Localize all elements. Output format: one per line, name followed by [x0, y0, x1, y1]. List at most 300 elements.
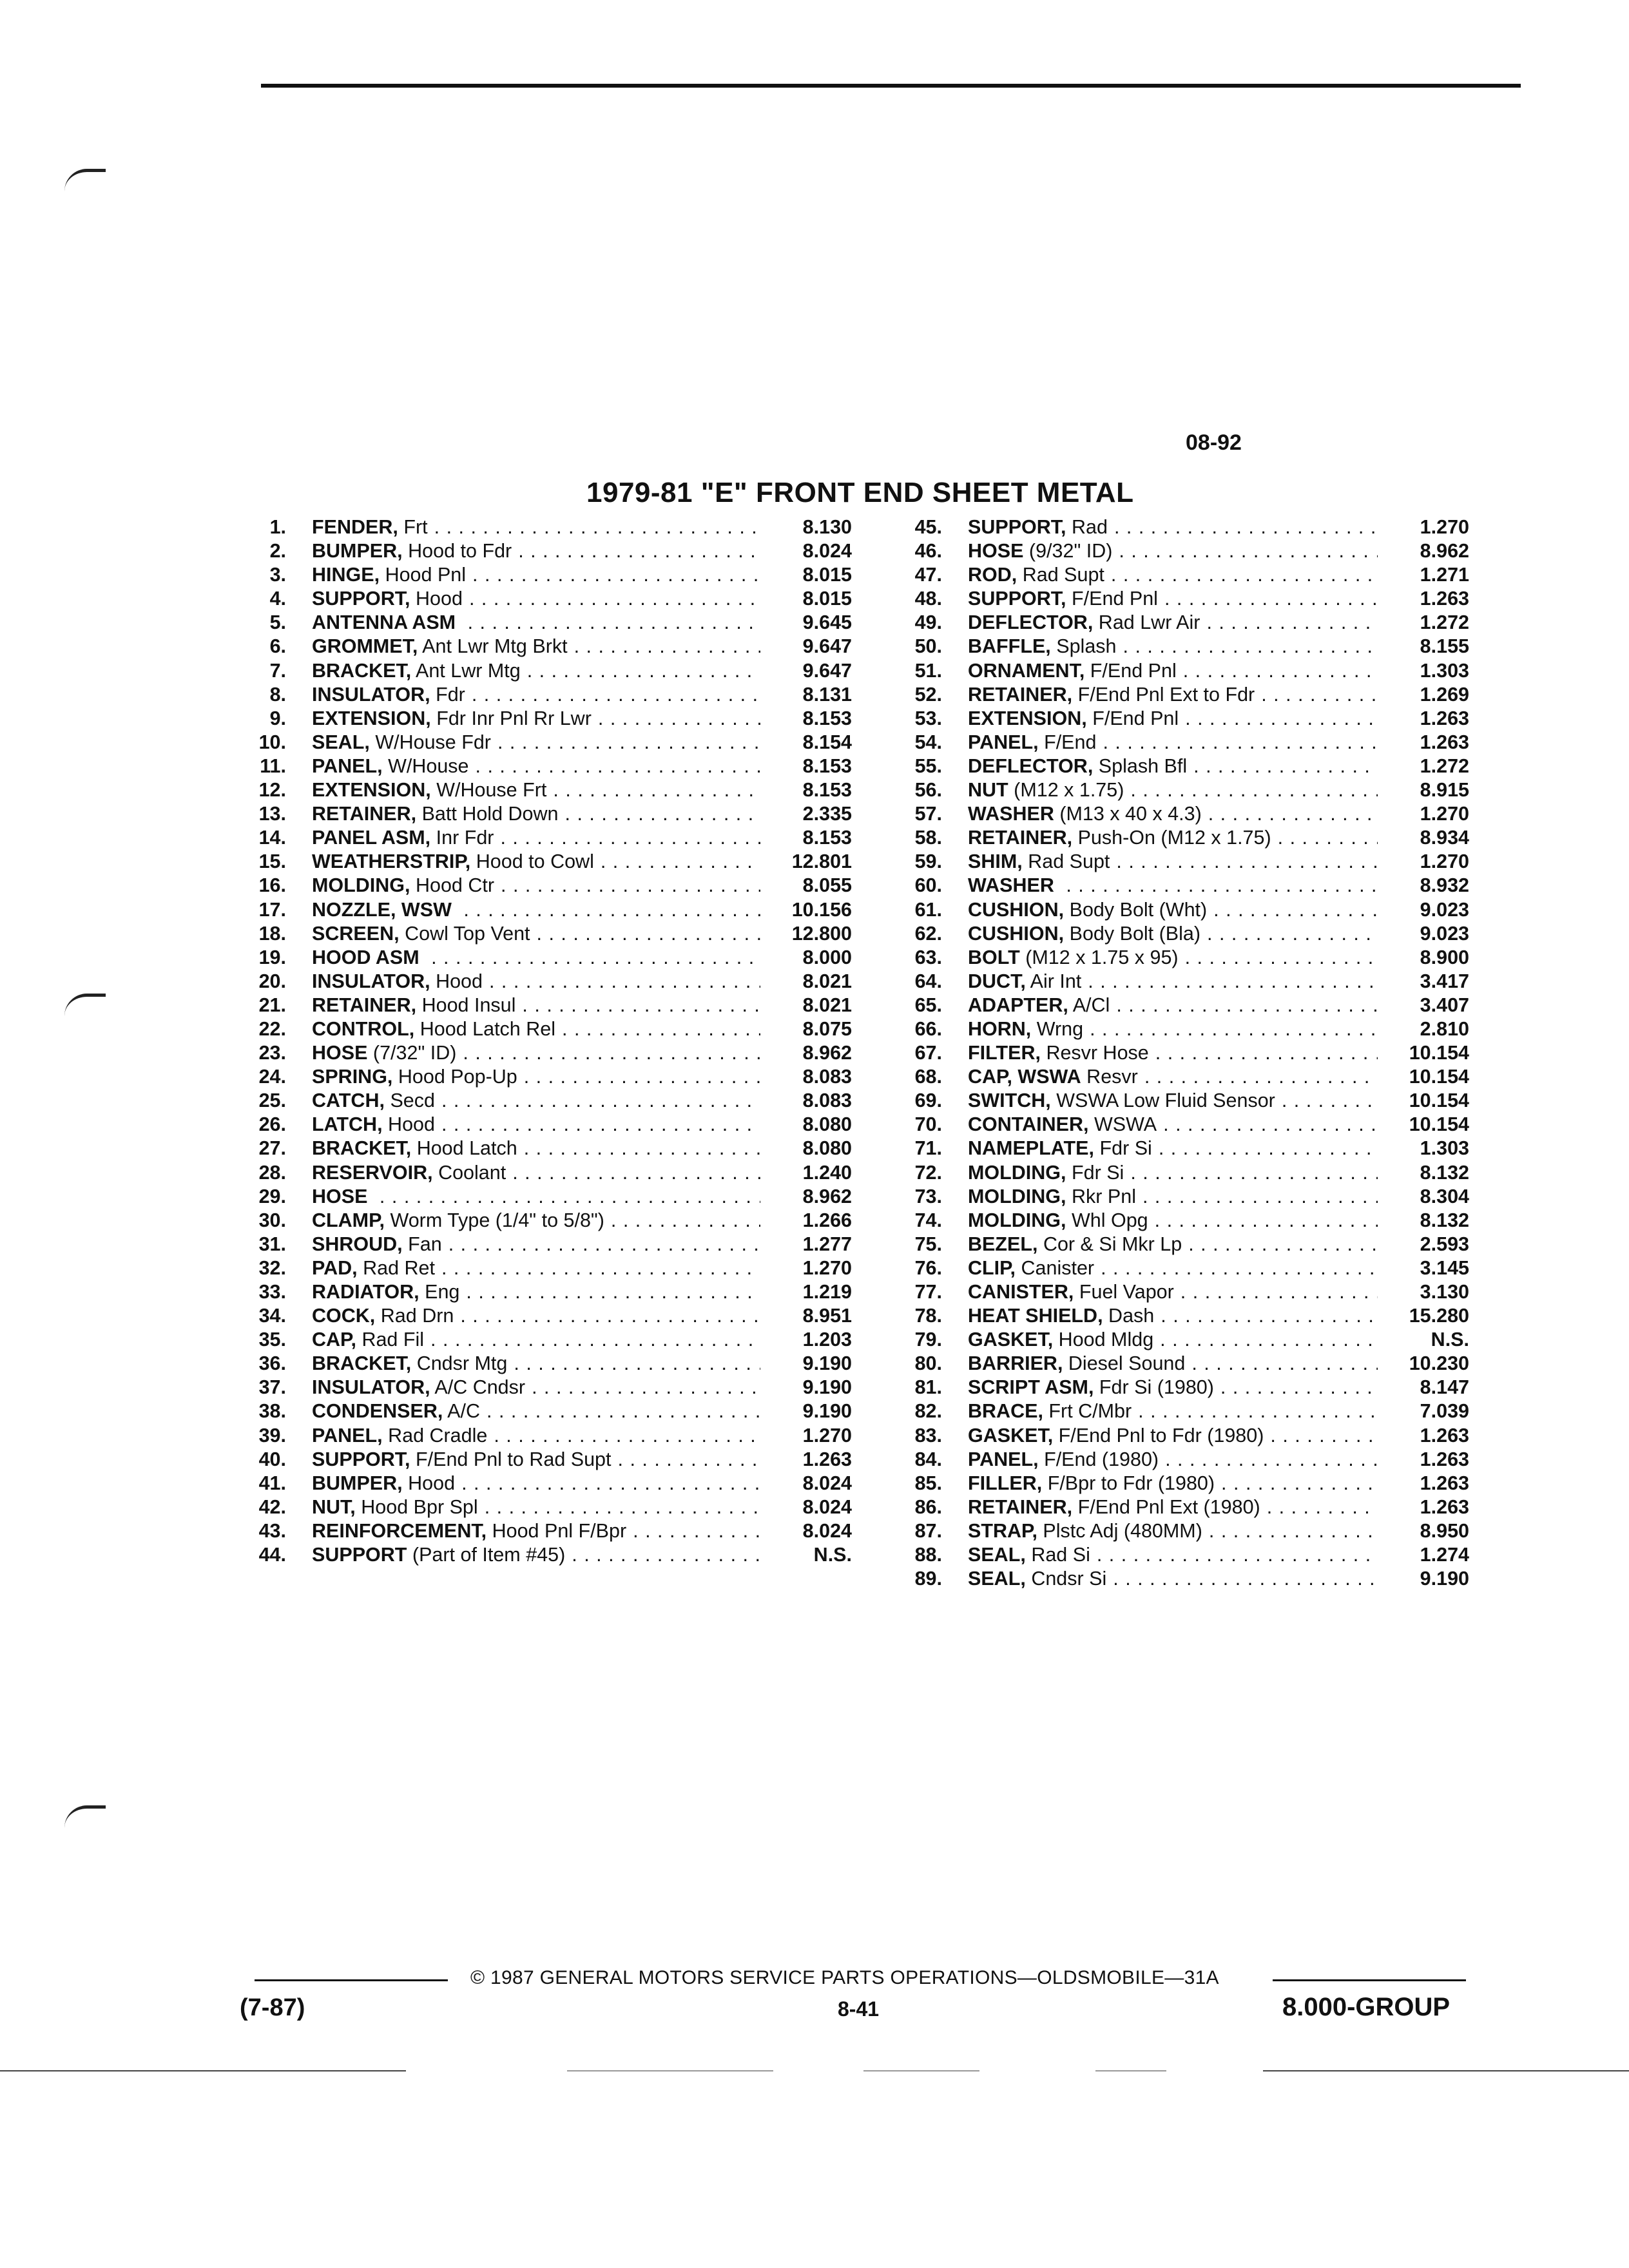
group-code: 1.270	[802, 1424, 852, 1446]
part-detail: Canister	[1021, 1256, 1095, 1279]
part-detail: WSWA	[1094, 1113, 1157, 1136]
part-name: ROD,	[968, 564, 1017, 586]
top-rule	[261, 84, 1521, 88]
part-row	[240, 946, 852, 970]
part-detail: Splash Bfl	[1098, 754, 1188, 777]
part-description	[312, 1448, 760, 1472]
part-number: 4.	[269, 588, 286, 610]
part-name: INSULATOR,	[312, 970, 430, 992]
part-name: ORNAMENT,	[968, 659, 1085, 682]
group-code: 8.153	[802, 754, 852, 777]
part-detail: Ant Lwr Mtg	[416, 659, 521, 682]
part-detail: Resvr Hose	[1046, 1042, 1149, 1064]
part-description	[312, 1137, 760, 1160]
part-detail: Worm Type (1/4" to 5/8")	[390, 1209, 604, 1231]
part-description	[968, 1209, 1378, 1233]
group-code: 1.270	[1420, 803, 1469, 825]
part-description	[312, 970, 760, 994]
part-name: BOLT	[968, 946, 1020, 968]
part-detail: A/Cl	[1072, 994, 1110, 1016]
part-detail: F/End Pnl to Fdr (1980)	[1058, 1424, 1264, 1446]
part-detail: F/End Pnl	[1072, 588, 1158, 610]
part-row	[240, 1472, 852, 1495]
part-detail: Hood Pnl	[385, 564, 467, 586]
group-code: 9.647	[802, 635, 852, 658]
part-number: 27.	[258, 1137, 286, 1160]
part-number: 41.	[258, 1472, 286, 1494]
part-detail: Rad Si	[1031, 1544, 1090, 1566]
part-number: 45.	[914, 516, 942, 538]
part-description	[968, 1567, 1378, 1591]
part-row	[240, 1017, 852, 1041]
part-row	[240, 1280, 852, 1304]
part-name: ANTENNA ASM	[312, 611, 456, 634]
part-description	[968, 731, 1378, 754]
part-name: MOLDING,	[968, 1161, 1066, 1184]
part-description	[968, 611, 1378, 635]
part-name: RETAINER,	[968, 1495, 1073, 1518]
part-detail: Rad Lwr Air	[1098, 611, 1200, 634]
group-code: 8.080	[802, 1113, 852, 1136]
part-number: 15.	[258, 850, 286, 873]
part-name: HEAT SHIELD,	[968, 1305, 1103, 1327]
part-number: 49.	[914, 611, 942, 634]
part-detail: (7/32" ID)	[372, 1042, 457, 1064]
group-code: 1.203	[802, 1329, 852, 1351]
part-row	[240, 683, 852, 707]
part-name: INSULATOR,	[312, 1376, 430, 1399]
part-name: NUT,	[312, 1495, 356, 1518]
part-name: RETAINER,	[968, 683, 1073, 706]
part-detail: Whl Opg	[1071, 1209, 1148, 1231]
part-name: HORN,	[968, 1017, 1032, 1040]
part-name: SEAL,	[968, 1544, 1026, 1566]
group-code: 1.272	[1420, 611, 1469, 634]
part-number: 79.	[914, 1329, 942, 1351]
part-row	[896, 826, 1469, 850]
part-description	[968, 1543, 1378, 1567]
part-detail: Secd	[390, 1090, 435, 1112]
part-detail: Rad	[1072, 516, 1108, 538]
part-number: 86.	[914, 1495, 942, 1518]
part-name: CLAMP,	[312, 1209, 385, 1231]
group-code: 8.915	[1420, 779, 1469, 802]
group-code: 9.190	[802, 1352, 852, 1375]
part-name: DEFLECTOR,	[968, 611, 1094, 634]
part-number: 61.	[914, 898, 942, 921]
part-row	[896, 1519, 1469, 1543]
part-detail: F/End Pnl	[1090, 659, 1177, 682]
part-row	[896, 1161, 1469, 1185]
group-code: 2.593	[1420, 1233, 1469, 1255]
part-row	[240, 1256, 852, 1280]
group-code: 3.130	[1420, 1281, 1469, 1303]
group-code: 9.023	[1420, 922, 1469, 945]
parts-list-right	[896, 515, 1469, 1591]
group-code: 8.024	[802, 1519, 852, 1542]
group-code: 8.962	[1420, 540, 1469, 562]
part-row	[240, 778, 852, 802]
part-number: 87.	[914, 1519, 942, 1542]
part-description	[312, 1399, 760, 1423]
part-number: 39.	[258, 1424, 286, 1446]
part-row	[896, 1280, 1469, 1304]
binder-hole-mark	[64, 1805, 106, 1828]
part-name: RETAINER,	[312, 994, 417, 1016]
part-row	[896, 1495, 1469, 1519]
part-name: HOSE	[312, 1185, 368, 1207]
part-row	[896, 515, 1469, 539]
part-detail: Batt Hold Down	[421, 803, 559, 825]
part-row	[896, 922, 1469, 946]
part-name: BUMPER,	[312, 1472, 403, 1494]
part-detail: Rad Supt	[1022, 564, 1104, 586]
part-row	[240, 802, 852, 826]
part-detail: (M12 x 1.75)	[1014, 779, 1124, 802]
part-name: CONDENSER,	[312, 1400, 443, 1423]
part-row	[896, 1567, 1469, 1591]
part-number: 33.	[258, 1281, 286, 1303]
part-description	[312, 922, 760, 946]
part-name: EXTENSION,	[312, 707, 431, 729]
part-number: 74.	[914, 1209, 942, 1231]
group-code: 8.083	[802, 1066, 852, 1088]
part-number: 6.	[269, 635, 286, 658]
part-name: WASHER	[968, 803, 1054, 825]
part-name: PAD,	[312, 1256, 358, 1279]
part-row	[896, 635, 1469, 658]
part-description	[312, 946, 760, 970]
part-name: WEATHERSTRIP,	[312, 850, 471, 873]
part-description	[312, 1424, 760, 1448]
group-code: 8.132	[1420, 1161, 1469, 1184]
part-row	[896, 1448, 1469, 1472]
part-description	[968, 922, 1378, 946]
part-row	[240, 1376, 852, 1399]
group-code: 1.303	[1420, 1137, 1469, 1160]
group-code: 8.080	[802, 1137, 852, 1160]
part-name: SCREEN,	[312, 922, 400, 945]
group-code: 8.130	[802, 516, 852, 538]
part-detail: F/Bpr to Fdr (1980)	[1047, 1472, 1215, 1494]
part-description	[968, 946, 1378, 970]
part-number: 54.	[914, 731, 942, 753]
part-number: 83.	[914, 1424, 942, 1446]
part-row	[240, 587, 852, 611]
part-row	[240, 1519, 852, 1543]
part-detail: A/C	[447, 1400, 480, 1423]
part-description	[312, 1209, 760, 1233]
part-row	[896, 1209, 1469, 1233]
group-code: 12.800	[791, 922, 852, 945]
part-detail: A/C Cndsr	[434, 1376, 526, 1399]
part-detail: F/End (1980)	[1044, 1448, 1159, 1470]
part-name: SEAL,	[312, 731, 370, 753]
group-code: 1.263	[1420, 1472, 1469, 1494]
part-number: 50.	[914, 635, 942, 658]
group-code: 3.407	[1420, 994, 1469, 1016]
part-detail: Cor & Si Mkr Lp	[1043, 1233, 1182, 1255]
part-row	[240, 611, 852, 635]
part-detail: Hood to Cowl	[476, 850, 594, 873]
part-row	[896, 1065, 1469, 1089]
part-number: 38.	[258, 1400, 286, 1423]
part-number: 36.	[258, 1352, 286, 1375]
part-description	[312, 1089, 760, 1113]
part-number: 44.	[258, 1544, 286, 1566]
group-code: 1.219	[802, 1281, 852, 1303]
part-number: 67.	[914, 1042, 942, 1064]
group-code: 8.900	[1420, 946, 1469, 968]
part-name: RETAINER,	[312, 803, 417, 825]
part-detail: Hood Insul	[421, 994, 516, 1016]
bottom-rule	[567, 2070, 773, 2071]
part-description	[312, 850, 760, 874]
part-row	[240, 1424, 852, 1448]
part-row	[896, 659, 1469, 683]
part-detail: Hood	[436, 970, 483, 992]
group-label: 8.000-GROUP	[1282, 1993, 1451, 2021]
part-number: 65.	[914, 994, 942, 1016]
group-code: 8.304	[1420, 1185, 1469, 1207]
group-code: 8.154	[802, 731, 852, 753]
part-number: 52.	[914, 683, 942, 706]
group-code: 8.153	[802, 779, 852, 802]
group-code: 8.021	[802, 994, 852, 1016]
part-name: MOLDING,	[312, 874, 410, 897]
part-detail: Dash	[1108, 1305, 1155, 1327]
part-row	[896, 946, 1469, 970]
group-code: 1.270	[1420, 850, 1469, 873]
part-row	[240, 515, 852, 539]
part-detail: F/End Pnl	[1092, 707, 1179, 729]
part-detail: Frt	[403, 516, 428, 538]
group-code: 8.147	[1420, 1376, 1469, 1399]
part-row	[240, 659, 852, 683]
part-row	[240, 1137, 852, 1160]
part-number: 11.	[260, 754, 286, 777]
part-number: 82.	[914, 1400, 942, 1423]
part-description	[968, 1256, 1378, 1280]
group-code: 7.039	[1420, 1400, 1469, 1423]
group-code: 9.023	[1420, 898, 1469, 921]
part-description	[968, 1304, 1378, 1328]
part-description	[968, 1233, 1378, 1256]
part-name: BARRIER,	[968, 1352, 1063, 1375]
part-description	[312, 1017, 760, 1041]
part-detail: Rad Ret	[363, 1256, 435, 1279]
group-code: 1.263	[1420, 1448, 1469, 1470]
part-number: 56.	[914, 779, 942, 802]
part-name: HOSE	[968, 540, 1024, 562]
group-code: 8.083	[802, 1090, 852, 1112]
part-description	[968, 1161, 1378, 1185]
part-number: 53.	[914, 707, 942, 729]
group-code: 8.155	[1420, 635, 1469, 658]
part-name: MOLDING,	[968, 1185, 1066, 1207]
part-row	[896, 778, 1469, 802]
part-name: BRACKET,	[312, 1352, 412, 1375]
part-number: 80.	[914, 1352, 942, 1375]
part-description	[968, 659, 1378, 683]
part-number: 72.	[914, 1161, 942, 1184]
part-number: 13.	[258, 803, 286, 825]
group-code: 1.263	[802, 1448, 852, 1470]
part-row	[240, 898, 852, 922]
part-name: CONTROL,	[312, 1017, 415, 1040]
group-code: 8.962	[802, 1185, 852, 1207]
part-row	[896, 563, 1469, 587]
part-row	[896, 994, 1469, 1017]
group-code: N.S.	[813, 1544, 852, 1566]
group-code: 1.303	[1420, 659, 1469, 682]
part-description	[312, 707, 760, 731]
part-row	[240, 1448, 852, 1472]
part-detail: Fdr Si	[1099, 1137, 1152, 1160]
group-code: 10.230	[1409, 1352, 1469, 1375]
part-detail: Hood	[408, 1472, 456, 1494]
part-name: CANISTER,	[968, 1281, 1074, 1303]
part-number: 22.	[258, 1017, 286, 1040]
part-row	[896, 754, 1469, 778]
part-description	[312, 754, 760, 778]
part-description	[312, 611, 760, 635]
part-detail: Fdr Inr Pnl Rr Lwr	[436, 707, 592, 729]
part-description	[312, 1495, 760, 1519]
group-code: 8.024	[802, 540, 852, 562]
part-detail: Hood Pop-Up	[398, 1066, 517, 1088]
part-number: 59.	[914, 850, 942, 873]
part-detail: Hood Latch	[416, 1137, 517, 1160]
part-row	[240, 922, 852, 946]
group-code: 10.154	[1409, 1066, 1469, 1088]
group-code: 9.647	[802, 659, 852, 682]
part-row	[240, 874, 852, 898]
part-row	[240, 1185, 852, 1209]
part-description	[968, 1113, 1378, 1137]
part-row	[240, 731, 852, 754]
section-code: 08-92	[1186, 430, 1242, 455]
part-description	[312, 1113, 760, 1137]
part-name: NUT	[968, 779, 1008, 802]
part-name: SEAL,	[968, 1568, 1026, 1590]
copyright-text: © 1987 GENERAL MOTORS SERVICE PARTS OPERATIONS—OLDSMOBILE—31A	[470, 1967, 1219, 1988]
part-name: SUPPORT,	[968, 588, 1066, 610]
part-description	[968, 539, 1378, 563]
part-number: 20.	[258, 970, 286, 992]
group-code: 1.270	[802, 1256, 852, 1279]
part-number: 29.	[258, 1185, 286, 1207]
part-detail: (M12 x 1.75 x 95)	[1025, 946, 1179, 968]
part-description	[968, 1065, 1378, 1089]
part-number: 78.	[914, 1305, 942, 1327]
part-number: 63.	[914, 946, 942, 968]
part-detail: Push-On (M12 x 1.75)	[1077, 827, 1271, 849]
part-row	[896, 1399, 1469, 1423]
part-number: 21.	[258, 994, 286, 1016]
part-number: 84.	[914, 1448, 942, 1470]
group-code: 1.274	[1420, 1544, 1469, 1566]
part-number: 46.	[914, 540, 942, 562]
part-row	[240, 1304, 852, 1328]
part-name: SUPPORT,	[312, 588, 410, 610]
part-number: 71.	[914, 1137, 942, 1160]
part-number: 10.	[258, 731, 286, 753]
part-detail: Inr Fdr	[436, 827, 494, 849]
bottom-rule	[0, 2070, 406, 2071]
part-name: NOZZLE, WSW	[312, 898, 452, 921]
revision-date: (7-87)	[240, 1994, 305, 2021]
part-number: 24.	[258, 1066, 286, 1088]
part-row	[896, 1185, 1469, 1209]
part-row	[240, 1233, 852, 1256]
group-code: 10.156	[791, 898, 852, 921]
part-number: 40.	[258, 1448, 286, 1470]
page-title: 1979-81 "E" FRONT END SHEET METAL	[586, 477, 1134, 508]
part-description	[312, 874, 760, 898]
part-name: GASKET,	[968, 1424, 1054, 1446]
group-code: 9.190	[802, 1376, 852, 1399]
part-name: NAMEPLATE,	[968, 1137, 1094, 1160]
part-row	[896, 898, 1469, 922]
part-description	[968, 826, 1378, 850]
group-code: 8.024	[802, 1495, 852, 1518]
part-row	[896, 1543, 1469, 1567]
part-description	[312, 1352, 760, 1376]
part-number: 58.	[914, 827, 942, 849]
part-detail: F/End Pnl to Rad Supt	[416, 1448, 612, 1470]
part-description	[312, 994, 760, 1017]
part-detail: Hood	[388, 1113, 435, 1136]
part-description	[968, 707, 1378, 731]
part-detail: Hood	[416, 588, 463, 610]
part-name: GROMMET,	[312, 635, 418, 658]
part-detail: Hood Bpr Spl	[361, 1495, 478, 1518]
part-name: MOLDING,	[968, 1209, 1066, 1231]
group-code: 1.240	[802, 1161, 852, 1184]
part-number: 70.	[914, 1113, 942, 1136]
part-row	[896, 611, 1469, 635]
part-description	[968, 1041, 1378, 1065]
part-number: 8.	[269, 683, 286, 706]
part-name: RETAINER,	[968, 827, 1073, 849]
part-name: CUSHION,	[968, 922, 1065, 945]
part-description	[968, 587, 1378, 611]
part-description	[968, 1472, 1378, 1495]
part-detail: (Part of Item #45)	[412, 1544, 566, 1566]
part-detail: Fan	[408, 1233, 442, 1255]
part-description	[968, 1017, 1378, 1041]
part-row	[240, 1161, 852, 1185]
part-description	[312, 778, 760, 802]
part-row	[896, 1328, 1469, 1352]
binder-hole-mark	[64, 994, 106, 1016]
group-code: 1.277	[802, 1233, 852, 1255]
part-detail: W/House Fdr	[375, 731, 491, 753]
part-number: 9.	[269, 707, 286, 729]
part-description	[968, 802, 1378, 826]
part-detail: Hood Ctr	[415, 874, 495, 897]
part-detail: Cndsr Si	[1031, 1568, 1107, 1590]
group-code: 8.000	[802, 946, 852, 968]
part-name: REINFORCEMENT,	[312, 1519, 487, 1542]
part-description	[968, 1089, 1378, 1113]
bottom-rule	[1095, 2070, 1166, 2071]
part-row	[896, 683, 1469, 707]
part-detail: Cndsr Mtg	[416, 1352, 508, 1375]
group-code: 3.417	[1420, 970, 1469, 992]
part-detail: Hood Pnl F/Bpr	[492, 1519, 627, 1542]
